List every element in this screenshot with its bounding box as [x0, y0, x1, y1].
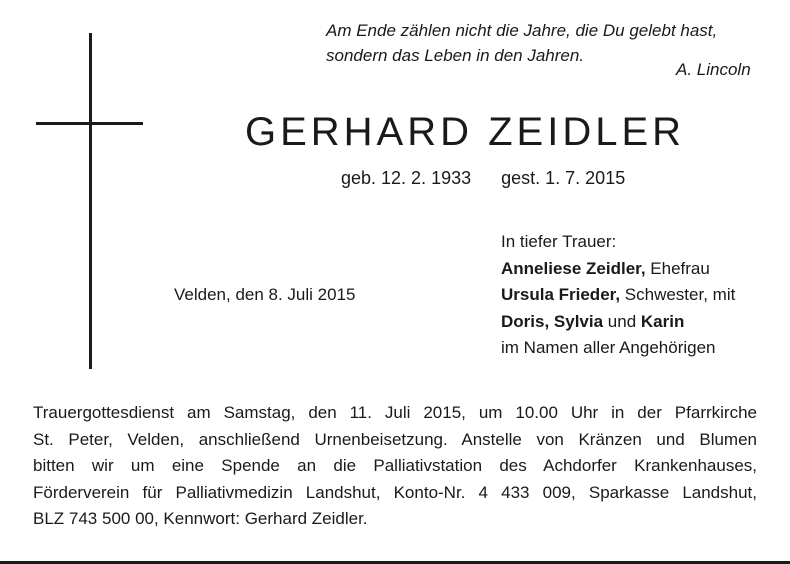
service-line-3: bitten wir um eine Spende an die Palliativstation des Achdorfer Krankenhauses,: [33, 456, 757, 475]
mourner-name: Anneliese Zeidler,: [501, 258, 646, 278]
service-line-1: Trauergottesdienst am Samstag, den 11. Juli 2015, um 10.00 Uhr in der Pfarrkirche: [33, 403, 757, 422]
mourner-relation: Ehefrau: [645, 258, 710, 278]
mourner-name: Karin: [640, 311, 685, 331]
service-line-5: BLZ 743 500 00, Kennwort: Gerhard Zeidler.: [33, 509, 368, 528]
life-dates: [341, 168, 625, 189]
mourners-intro: In tiefer Trauer:: [501, 232, 617, 251]
quote-author: A. Lincoln: [676, 60, 751, 79]
mourner-name: Doris, Sylvia: [501, 311, 604, 331]
mourners-block: [501, 229, 735, 362]
mourner-line-2: [501, 282, 735, 309]
cross-vertical-bar: [89, 33, 92, 369]
mourner-line-1: [501, 256, 735, 283]
place-date: Velden, den 8. Juli 2015: [174, 285, 356, 304]
birth-date: geb. 12. 2. 1933: [341, 168, 472, 188]
deceased-name: GERHARD ZEIDLER: [244, 110, 686, 154]
quote-line-2: sondern das Leben in den Jahren.: [326, 46, 585, 65]
service-line-2: St. Peter, Velden, anschließend Urnenbeisetzung. Anstelle von Kränzen und Blumen: [33, 429, 757, 449]
service-line-4: Förderverein für Palliativmedizin Landshut, Konto-Nr. 4 433 009, Sparkasse Landshut,: [33, 482, 757, 502]
mourner-line-3: [501, 309, 735, 336]
mourner-relation: Schwester, mit: [620, 285, 736, 304]
mourners-closing: im Namen aller Angehörigen: [501, 338, 716, 357]
quote-line-1: Am Ende zählen nicht die Jahre, die Du gelebt hast,: [326, 21, 718, 40]
death-date: gest. 1. 7. 2015: [501, 168, 626, 188]
mourner-name: Ursula Frieder,: [501, 285, 621, 304]
service-information: [33, 400, 757, 533]
mourner-conjunction: und: [603, 311, 641, 331]
